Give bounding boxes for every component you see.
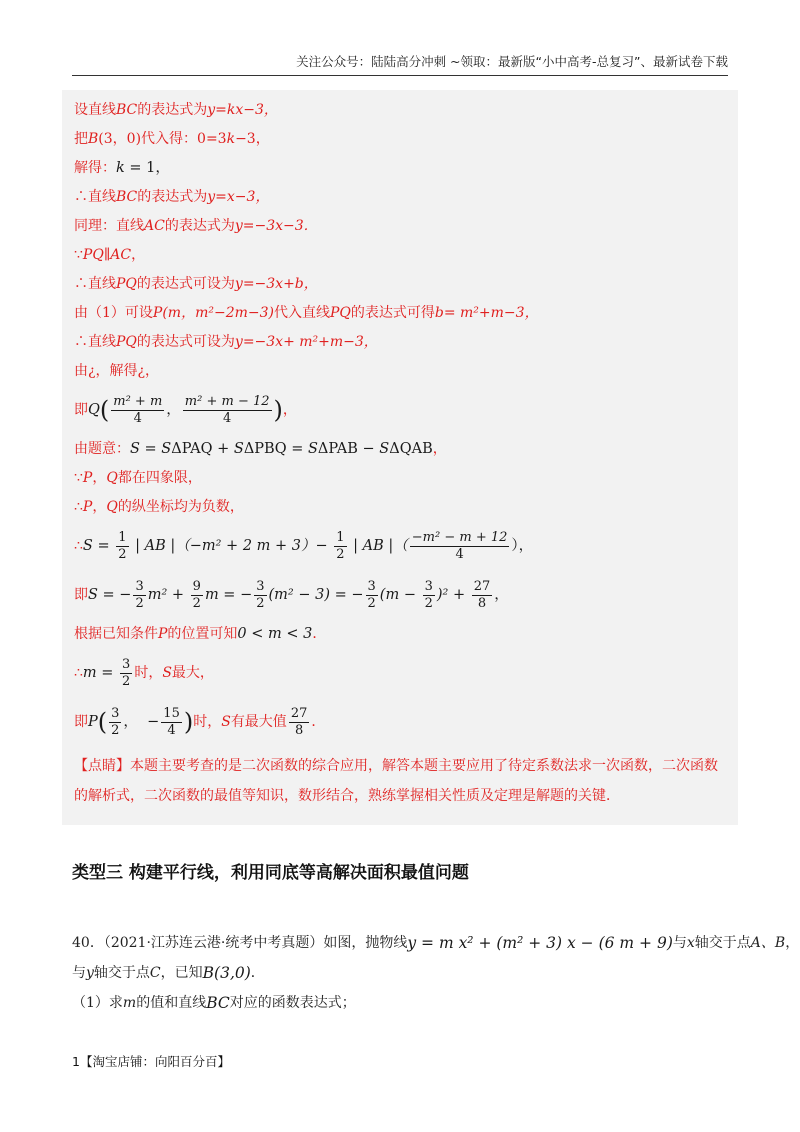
fraction: $\frac{3}{2}$ <box>256 578 265 611</box>
solution-line-7: ∴直线 PQ 的表达式可设为 y=−3x+b， <box>74 276 318 292</box>
fraction: $\frac{3}{2}$ <box>424 578 433 611</box>
page-header <box>72 52 728 76</box>
footer-text: 1【淘宝店铺：向阳百分百】 <box>72 1054 230 1069</box>
problem-block <box>72 932 800 1022</box>
problem-line-1: 40．（2021·江苏连云港·统考中考真题）如图，抛物线 y = m x² + (m² + 3) x − (6 m + 9) 与 x 轴交于点 A、B ， <box>72 934 800 952</box>
solution-line-16: 即 S = − $\frac{3}{2}$ m² + $\frac{9}{2}$ m = − $\frac{3}{2}$ (m² − 3) = − $\frac{3}{2}$ (m − $\frac{3}{2}$ )² + $\frac{27}{8}$ ， <box>74 578 509 611</box>
page-footer <box>72 1052 230 1070</box>
solution-line-9: ∴直线 PQ 的表达式可设为 y=−3x+ m²+m−3， <box>74 334 378 350</box>
fraction: $\frac{15}{4}$ <box>163 705 180 738</box>
section-title: 类型三 构建平行线，利用同底等高解决面积最值问题 <box>72 863 469 883</box>
key-point-comment: 【点睛】本题主要考查的是二次函数的综合应用，解答本题主要应用了待定系数法求一次函数，二次函数的解析式，二次函数的最值等知识，数形结合，熟练掌握相关性质及定理是解题的关键． <box>74 758 718 804</box>
fraction: $\frac{3}{2}$ <box>367 578 376 611</box>
solution-line-13: ∵ P ， Q 都在四象限， <box>74 470 202 486</box>
solution-line-15: ∴ S = $\frac{1}{2}$ | AB |（−m² + 2 m + 3）− $\frac{1}{2}$ | AB |（ $\frac{\text{−m² − m + 12}}{4}$ ）， <box>74 529 534 562</box>
solution-line-11: 即 Q ( $\frac{\text{m² + m}}{4}$ ， $\frac{\text{m² + m − 12}}{4}$ ) ， <box>74 393 297 426</box>
fraction: $\frac{27}{8}$ <box>473 578 491 611</box>
fraction: $\frac{3}{2}$ <box>122 656 131 689</box>
solution-line-2: 把 B (3，0)代入得：0=3 k −3， <box>74 131 270 147</box>
fraction: $\frac{27}{8}$ <box>290 705 308 738</box>
fraction: $\frac{1}{2}$ <box>118 529 127 562</box>
fraction: $\frac{\text{−m² − m + 12}}{4}$ <box>411 529 508 562</box>
solution-line-5: 同理：直线 AC 的表达式为 y=−3x−3． <box>74 218 318 234</box>
solution-line-3: 解得： k = 1， <box>74 160 170 176</box>
solution-line-12: 由题意： S = S ΔPAQ + S ΔPBQ = S ΔPAB − S ΔQAB ， <box>74 441 447 457</box>
solution-line-17: 根据已知条件 P 的位置可知 0 < m < 3 ． <box>74 626 327 642</box>
problem-line-3: （1）求 m 的值和直线 BC 对应的函数表达式； <box>72 994 356 1012</box>
solution-line-4: ∴直线 BC 的表达式为 y=x−3， <box>74 189 270 205</box>
fraction: $\frac{3}{2}$ <box>135 578 144 611</box>
solution-line-19: 即 P ( $\frac{3}{2}$ ， − $\frac{15}{4}$ ) 时， S 有最大值 $\frac{27}{8}$ ． <box>74 705 326 738</box>
solution-line-14: ∴ P ， Q 的纵坐标均为负数， <box>74 499 244 515</box>
fraction: $\frac{1}{2}$ <box>336 529 345 562</box>
solution-line-1: 设直线 BC 的表达式为 y=kx−3， <box>74 102 278 118</box>
solution-line-18: ∴ m = $\frac{3}{2}$ 时， S 最大， <box>74 656 214 689</box>
fraction: $\frac{\text{m² + m − 12}}{4}$ <box>184 393 270 426</box>
solution-line-8: 由（1）可设 P(m，m²−2m−3) 代入直线 PQ 的表达式可得 b= m²+m−3， <box>74 305 539 321</box>
fraction: $\frac{3}{2}$ <box>111 705 120 738</box>
solution-line-6: ∵ PQ ∥ AC ， <box>74 247 146 263</box>
solution-block <box>62 90 738 825</box>
header-text: 关注公众号：陆陆高分冲刺 ~领取：最新版“小中高考-总复习”、最新试卷下载 <box>296 54 728 69</box>
fraction: $\frac{\text{m² + m}}{4}$ <box>113 393 163 426</box>
fraction: $\frac{9}{2}$ <box>192 578 201 611</box>
problem-line-2: 与 y 轴交于点 C ，已知 B(3,0) ． <box>72 964 265 982</box>
solution-line-10: 由¿，解得¿， <box>74 363 160 379</box>
